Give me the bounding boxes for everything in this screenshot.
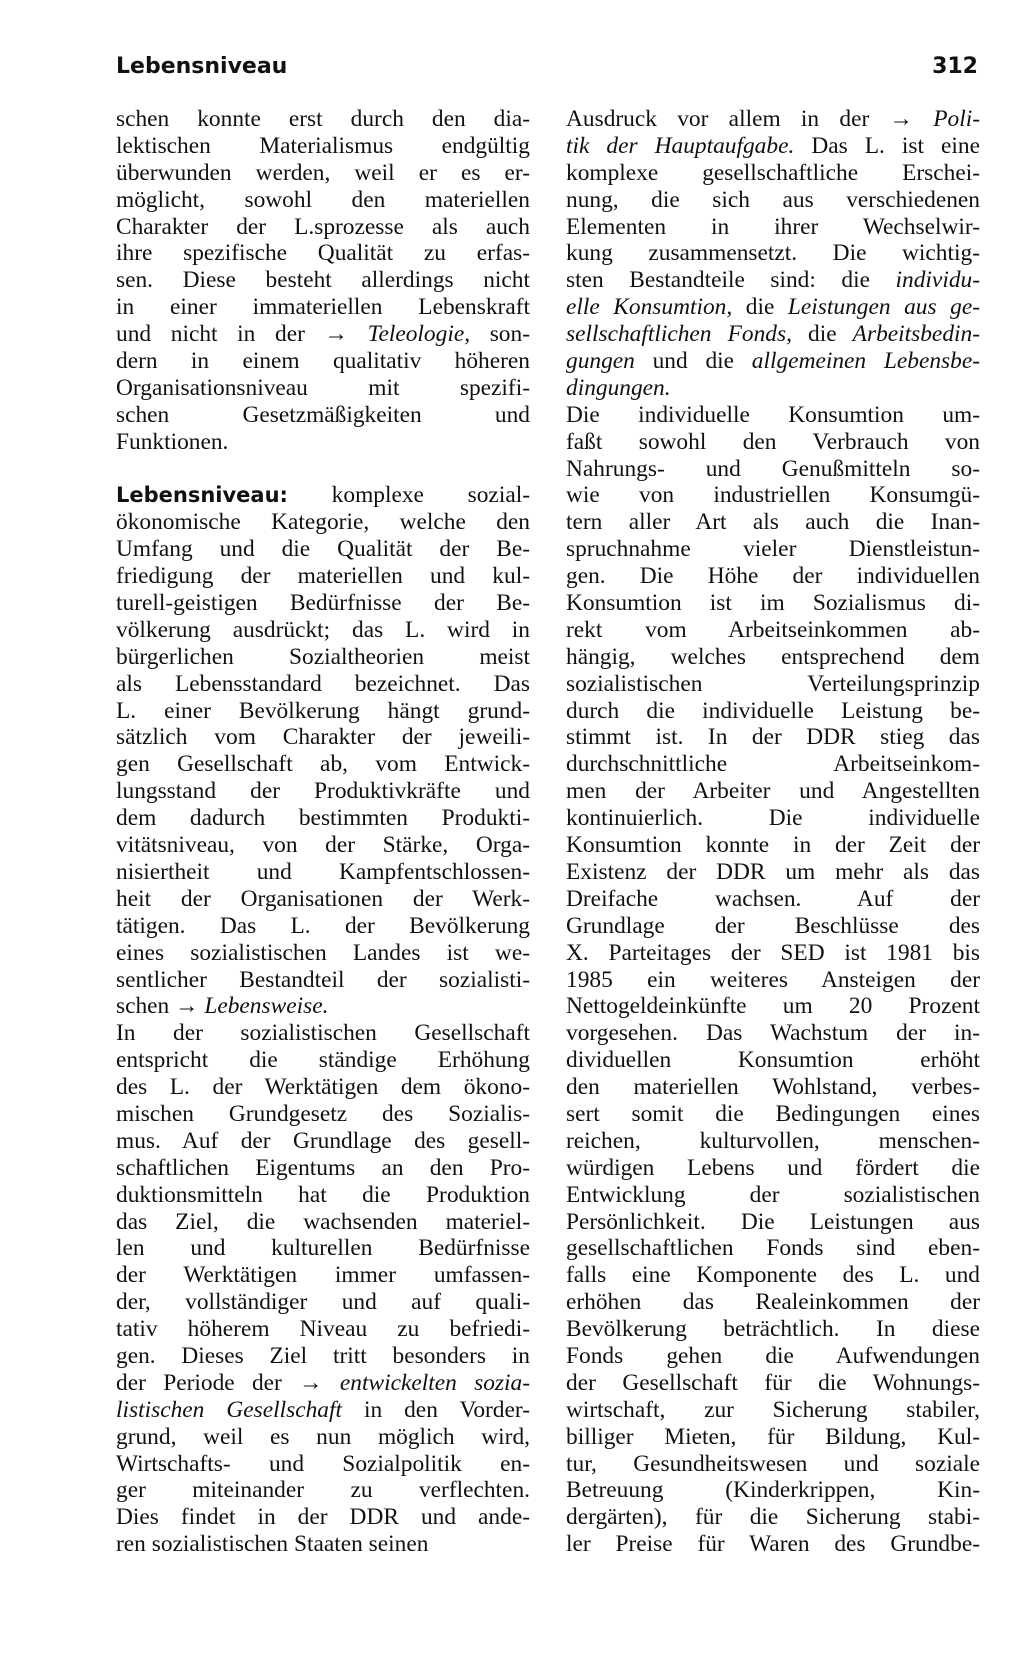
text-line: nung, die sich aus verschiedenen [566, 186, 980, 213]
text-line: Charakter der L.sprozesse als auch [116, 213, 530, 240]
text-line: lektischen Materialismus endgültig [116, 132, 530, 159]
text-line: mus. Auf der Grundlage des gesell- [116, 1127, 530, 1154]
text-line: Bevölkerung beträchtlich. In diese [566, 1316, 980, 1343]
text-line: sentlicher Bestandteil der sozialisti- [116, 966, 530, 993]
text-line: sen. Diese besteht allerdings nicht [116, 267, 530, 294]
text-line: stimmt ist. In der DDR stieg das [566, 724, 980, 751]
text-line: würdigen Lebens und fördert die [566, 1154, 980, 1181]
text-line: durchschnittliche Arbeitseinkom- [566, 751, 980, 778]
text-line: reichen, kulturvollen, menschen- [566, 1127, 980, 1154]
page-number: 312 [932, 54, 978, 79]
text-line: Grundlage der Beschlüsse des [566, 912, 980, 939]
text-line: bürgerlichen Sozialtheorien meist [116, 643, 530, 670]
text-line: X. Parteitages der SED ist 1981 bis [566, 939, 980, 966]
text-line: listischen Gesellschaft in den Vorder- [116, 1396, 530, 1423]
text-line: als Lebensstandard bezeichnet. Das [116, 670, 530, 697]
text-line: kontinuierlich. Die individuelle [566, 805, 980, 832]
text-line: sozialistischen Verteilungsprinzip [566, 670, 980, 697]
text-line: Nettogeldeinkünfte um 20 Prozent [566, 993, 980, 1020]
text-line: des L. der Werktätigen dem ökono- [116, 1074, 530, 1101]
text-line: schen → Lebensweise. [116, 993, 329, 1020]
text-line: eines sozialistischen Landes ist we- [116, 939, 530, 966]
text-line: dingungen. [566, 374, 671, 401]
text-line: 1985 ein weiteres Ansteigen der [566, 966, 980, 993]
text-line: ler Preise für Waren des Grundbe- [566, 1531, 980, 1558]
text-line: sätzlich vom Charakter der jeweili- [116, 724, 530, 751]
text-line: tätigen. Das L. der Bevölkerung [116, 912, 530, 939]
text-line: Existenz der DDR um mehr als das [566, 858, 980, 885]
text-line: lungsstand der Produktivkräfte und [116, 778, 530, 805]
text-line: duktionsmitteln hat die Produktion [116, 1181, 530, 1208]
text-line: gen. Dieses Ziel tritt besonders in [116, 1342, 530, 1369]
text-line: ren sozialistischen Staaten seinen [116, 1531, 429, 1558]
text-line: der Periode der → entwickelten soziа- [116, 1369, 530, 1396]
text-line: der Werktätigen immer umfassen- [116, 1262, 530, 1289]
text-line: len und kulturellen Bedürfnisse [116, 1235, 530, 1262]
text-line: Funktionen. [116, 428, 229, 455]
text-line: grund, weil es nun möglich wird, [116, 1423, 530, 1450]
text-line: der Gesellschaft für die Wohnungs- [566, 1369, 980, 1396]
text-line: gen. Die Höhe der individuellen [566, 563, 980, 590]
text-line: tern aller Art als auch die Inan- [566, 509, 980, 536]
text-line: L. einer Bevölkerung hängt grund- [116, 697, 530, 724]
text-line: erhöhen das Realeinkommen der [566, 1289, 980, 1316]
text-line: schaftlichen Eigentums an den Pro- [116, 1154, 530, 1181]
text-line: nisiertheit und Kampfentschlossen- [116, 858, 530, 885]
text-line: gesellschaftlichen Fonds sind eben- [566, 1235, 980, 1262]
paragraph-gap [116, 456, 530, 483]
text-line: ger miteinander zu verflechten. [116, 1477, 530, 1504]
text-line: der, vollständiger und auf quali- [116, 1289, 530, 1316]
text-line: wirtschaft, zur Sicherung stabiler, [566, 1396, 980, 1423]
text-line: billiger Mieten, für Bildung, Kul- [566, 1423, 980, 1450]
left-text-column [116, 106, 530, 1558]
text-line: sellschaftlichen Fonds, die Arbeitsbedin- [566, 321, 980, 348]
text-line: dem dadurch bestimmten Produkti- [116, 805, 530, 832]
text-line: elle Konsumtion, die Leistungen aus ge- [566, 294, 981, 321]
text-line: dividuellen Konsumtion erhöht [566, 1047, 980, 1074]
text-line: durch die individuelle Leistung be- [566, 697, 980, 724]
text-line: Elementen in ihrer Wechselwir- [566, 213, 980, 240]
text-line: hängig, welches entsprechend dem [566, 643, 980, 670]
text-line: ihre spezifische Qualität zu erfas- [116, 240, 530, 267]
text-line: turell-geistigen Bedürfnisse der Be- [116, 590, 530, 617]
text-line: Dreifache wachsen. Auf der [566, 885, 980, 912]
text-line: sert somit die Bedingungen eines [566, 1100, 980, 1127]
text-line: komplexe gesellschaftliche Erschei- [566, 159, 980, 186]
text-line: faßt sowohl den Verbrauch von [566, 428, 980, 455]
text-line: überwunden werden, weil er es er- [116, 159, 530, 186]
text-line: wie von industriellen Konsumgü- [566, 482, 980, 509]
text-line: schen konnte erst durch den dia- [116, 106, 530, 132]
text-line: Umfang und die Qualität der Be- [116, 536, 530, 563]
text-line: Organisationsniveau mit spezifi- [116, 374, 530, 401]
text-line: gen Gesellschaft ab, vom Entwick- [116, 751, 530, 778]
text-line: dergärten), für die Sicherung stabi- [566, 1504, 980, 1531]
text-line: tur, Gesundheitswesen und soziale [566, 1450, 980, 1477]
text-line: den materiellen Wohlstand, verbes- [566, 1074, 980, 1101]
text-line: schen Gesetzmäßigkeiten und [116, 401, 530, 428]
text-line: kung zusammensetzt. Die wichtig- [566, 240, 980, 267]
text-line: rekt vom Arbeitseinkommen ab- [566, 616, 980, 643]
text-line: Fonds gehen die Aufwendungen [566, 1342, 980, 1369]
text-line: ökonomische Kategorie, welche den [116, 509, 530, 536]
page-header [116, 54, 978, 79]
running-head-title: Lebensniveau [116, 54, 288, 79]
text-line: völkerung ausdrückt; das L. wird in [116, 616, 530, 643]
text-line: spruchnahme vieler Dienstleistun- [566, 536, 980, 563]
text-line: sten Bestandteile sind: die individu- [566, 267, 980, 294]
text-line: Entwicklung der sozialistischen [566, 1181, 980, 1208]
text-line: In der sozialistischen Gesellschaft [116, 1020, 530, 1047]
text-line: vitätsniveau, von der Stärke, Orga- [116, 832, 530, 859]
text-line: und nicht in der → Teleologie, son- [116, 321, 530, 348]
text-line: in einer immateriellen Lebenskraft [116, 294, 530, 321]
text-line: tativ höherem Niveau zu befriedi- [116, 1316, 530, 1343]
text-line: vorgesehen. Das Wachstum der in- [566, 1020, 980, 1047]
text-line: men der Arbeiter und Angestellten [566, 778, 980, 805]
text-line: dern in einem qualitativ höheren [116, 348, 530, 375]
text-line: heit der Organisationen der Werk- [116, 885, 530, 912]
text-line: Konsumtion ist im Sozialismus di- [566, 590, 980, 617]
text-line: Lebensniveau: komplexe sozial- [116, 482, 530, 509]
text-line: möglicht, sowohl den materiellen [116, 186, 530, 213]
text-line: falls eine Komponente des L. und [566, 1262, 980, 1289]
text-line: Ausdruck vor allem in der → Poli- [566, 106, 980, 132]
text-line: Dies findet in der DDR und ande- [116, 1504, 530, 1531]
text-line: mischen Grundgesetz des Sozialis- [116, 1100, 530, 1127]
text-line: Nahrungs- und Genußmitteln so- [566, 455, 980, 482]
text-line: Wirtschafts- und Sozialpolitik en- [116, 1450, 530, 1477]
text-line: Persönlichkeit. Die Leistungen aus [566, 1208, 980, 1235]
text-line: tik der Hauptaufgabe. Das L. ist eine [566, 132, 981, 159]
text-line: Betreuung (Kinderkrippen, Kin- [566, 1477, 980, 1504]
text-line: das Ziel, die wachsenden materiel- [116, 1208, 530, 1235]
text-line: Konsumtion konnte in der Zeit der [566, 832, 980, 859]
text-line: friedigung der materiellen und kul- [116, 563, 530, 590]
text-line: Die individuelle Konsumtion um- [566, 401, 980, 428]
right-text-column [566, 106, 980, 1558]
text-line: entspricht die ständige Erhöhung [116, 1047, 530, 1074]
text-line: gungen und die allgemeinen Lebensbe- [566, 348, 980, 375]
